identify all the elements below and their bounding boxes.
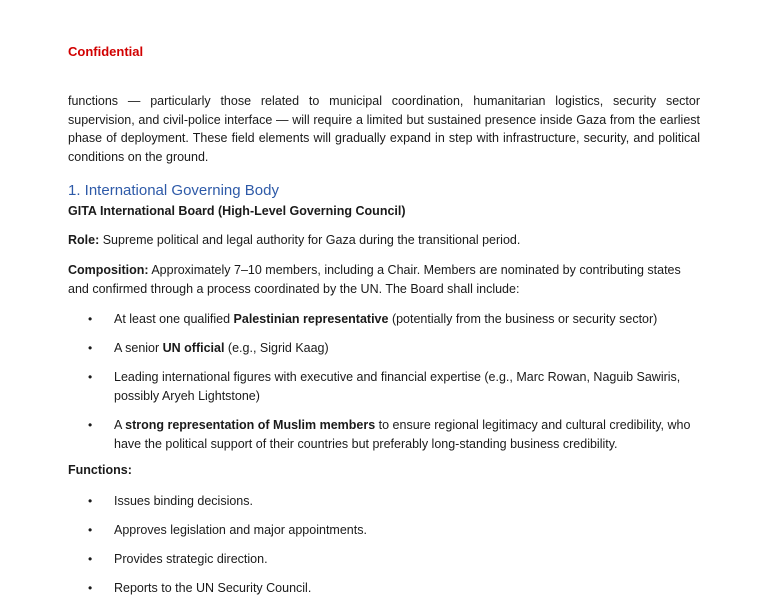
bullet-icon: •: [88, 312, 93, 326]
composition-text: Approximately 7–10 members, including a Chair. Members are nominated by contributing states and confirmed through a process coordinated by the UN. The Board shall include:: [68, 263, 681, 296]
intro-paragraph: functions — particularly those related to municipal coordination, humanitarian logistics, security sector supervision, and civil-police interface — will require a limited but sustained presence inside Gaza from the earliest phase of deployment. These field elements will gradually expand in step with infrastructure, security, and political conditions on the ground.: [68, 94, 700, 164]
bullet-icon: •: [88, 418, 93, 432]
role-label: Role:: [68, 233, 100, 247]
list-item: • Leading international figures with executive and financial expertise (e.g., Marc Rowan, Naguib Sawiris, possibly Aryeh Lightstone): [88, 370, 681, 403]
bullet-icon: •: [88, 581, 93, 595]
confidential-label: Confidential: [68, 44, 144, 59]
list-item: • Approves legislation and major appointments.: [68, 521, 700, 540]
members-list: [68, 310, 700, 464]
role-paragraph: [68, 231, 700, 250]
bullet-icon: •: [88, 341, 93, 355]
list-item: • Issues binding decisions.: [68, 492, 700, 511]
bullet-icon: •: [88, 370, 93, 384]
functions-list: [68, 492, 700, 608]
list-item: • Provides strategic direction.: [68, 550, 700, 569]
bullet-icon: •: [88, 523, 93, 537]
list-item: • A senior UN official (e.g., Sigrid Kaag): [68, 339, 700, 358]
role-text: Supreme political and legal authority for Gaza during the transitional period.: [99, 233, 521, 247]
section-heading: 1. International Governing Body: [68, 182, 279, 199]
bullet-icon: •: [88, 494, 93, 508]
list-item: • At least one qualified Palestinian representative (potentially from the business or security sector): [68, 310, 700, 329]
list-item: • Reports to the UN Security Council.: [68, 579, 700, 598]
section-subheading: GITA International Board (High-Level Governing Council): [68, 204, 406, 218]
bullet-icon: •: [88, 552, 93, 566]
composition-label: Composition:: [68, 263, 149, 277]
functions-label: Functions:: [68, 463, 132, 477]
list-item: • A strong representation of Muslim members to ensure regional legitimacy and cultural credibility, who have the political support of their countries but preferably long-standing business credibility.: [88, 418, 691, 451]
composition-paragraph: [68, 261, 700, 299]
